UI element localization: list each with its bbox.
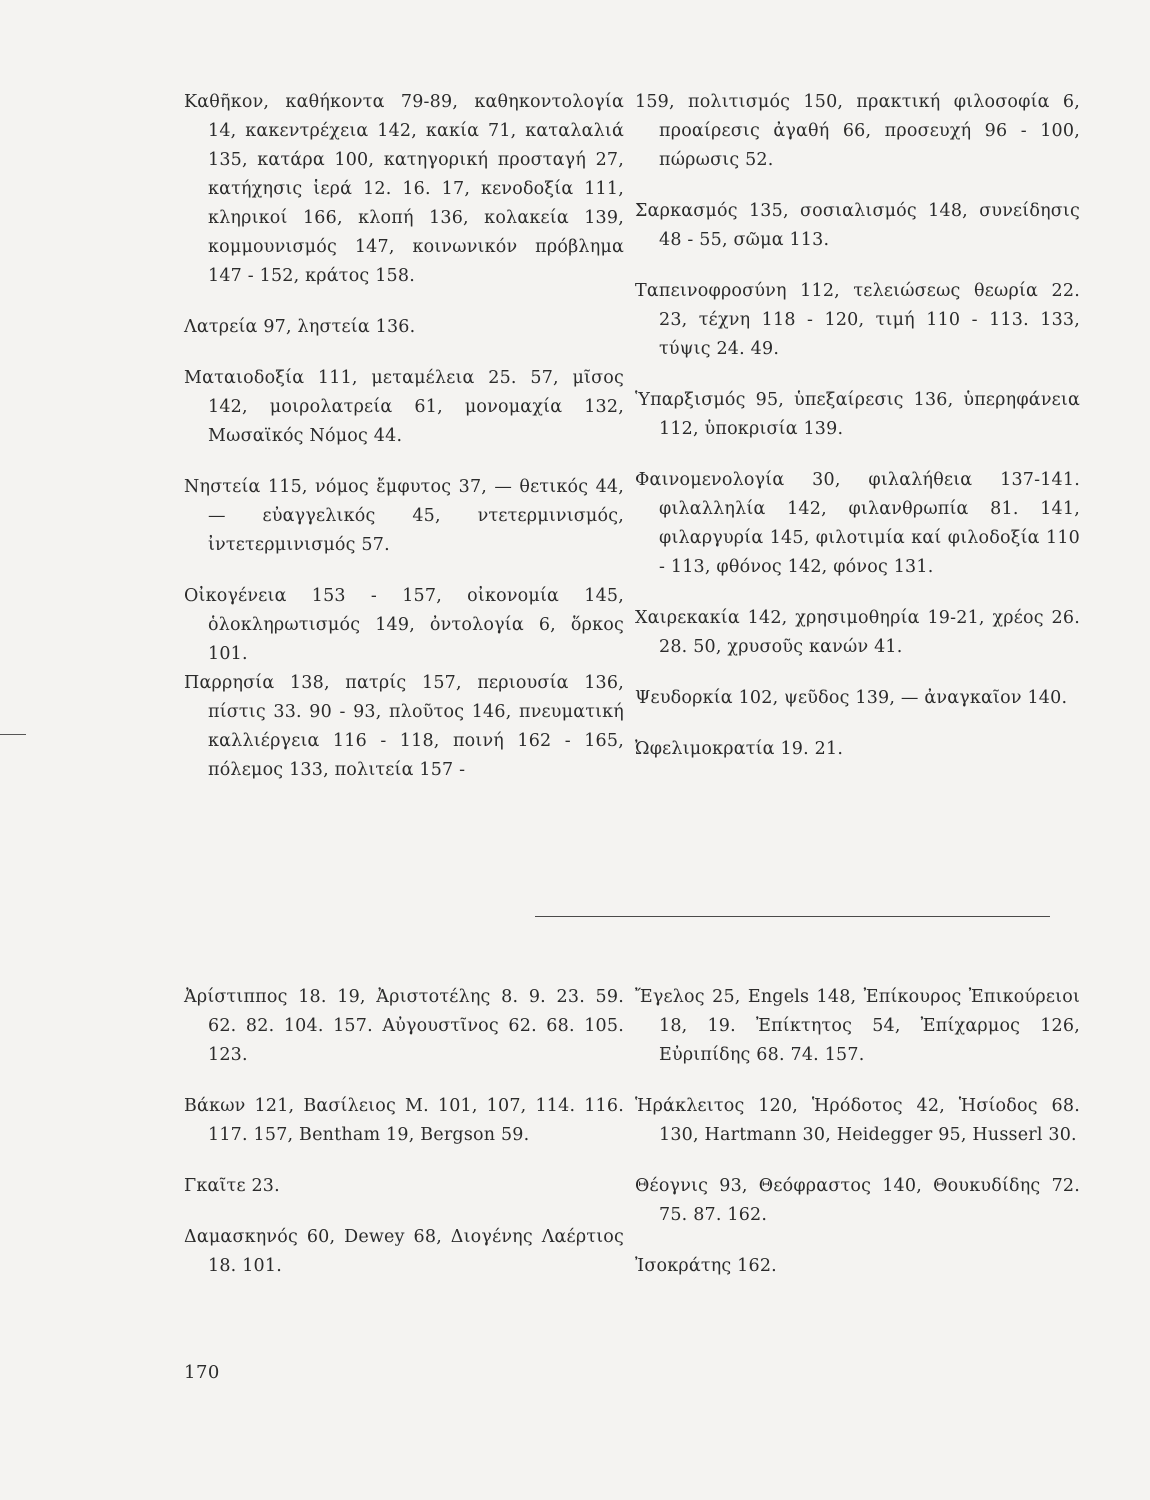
index-entry-tau: Ταπεινοφροσύνη 112, τελειώσεως θεωρία 22. 23, τέχνη 118 - 120, τιμή 110 - 113. 133, τύψις 24. 49. bbox=[635, 281, 1080, 359]
name-entry-theta: Θέογνις 93, Θεόφραστος 140, Θουκυδίδης 72. 75. 87. 162. bbox=[635, 1176, 1080, 1225]
margin-mark bbox=[0, 734, 26, 735]
name-entry-beta: Βάκων 121, Βασίλειος Μ. 101, 107, 114. 116. 117. 157, Bentham 19, Bergson 59. bbox=[184, 1096, 624, 1145]
name-entry-iota: Ἰσοκράτης 162. bbox=[635, 1256, 777, 1276]
name-entry-alpha: Ἀρίστιππος 18. 19, Ἀριστοτέλης 8. 9. 23. 59. 62. 82. 104. 157. Αὐγουστῖνος 62. 68. 105. 123. bbox=[184, 987, 624, 1065]
index-entry-phi: Φαινομενολογία 30, φιλαλήθεια 137-141. φιλαλληλία 142, φιλανθρωπία 81. 141, φιλαργυρία 145, φιλοτιμία καί φιλοδοξία 110 - 113, φθόνος 142, φόνος 131. bbox=[635, 470, 1080, 577]
name-entry-epsilon: Ἔγελος 25, Engels 148, Ἐπίκουρος Ἐπικούρειοι 18, 19. Ἐπίκτητος 54, Ἐπίχαρμος 126, Εὐριπίδης 68. 74. 157. bbox=[635, 987, 1080, 1065]
index-entry-chi: Χαιρεκακία 142, χρησιμοθηρία 19-21, χρέος 26. 28. 50, χρυσοῦς κανών 41. bbox=[635, 608, 1080, 657]
name-index-left-column bbox=[184, 983, 624, 1303]
index-entry-lambda: Λατρεία 97, ληστεία 136. bbox=[184, 317, 416, 337]
index-entry-psi: Ψευδορκία 102, ψεῦδος 139, — ἀναγκαῖον 140. bbox=[635, 688, 1068, 708]
section-divider bbox=[535, 916, 1050, 917]
subject-index-left-column bbox=[184, 88, 624, 807]
index-entry-pi-continued: 159, πολιτισμός 150, πρακτική φιλοσοφία 6, προαίρεσις ἀγαθή 66, προσευχή 96 - 100, πώρωσις 52. bbox=[635, 92, 1080, 170]
name-entry-eta: Ἡράκλειτος 120, Ἡρόδοτος 42, Ἡσίοδος 68. 130, Hartmann 30, Heidegger 95, Husserl 30. bbox=[635, 1096, 1080, 1145]
name-index-right-column bbox=[635, 983, 1080, 1303]
index-entry-omicron: Οἰκογένεια 153 - 157, οἰκονομία 145, ὁλοκληρωτισμός 149, ὀντολογία 6, ὅρκος 101. bbox=[184, 586, 624, 664]
name-entry-gamma: Γκαῖτε 23. bbox=[184, 1176, 280, 1196]
name-entry-delta: Δαμασκηνός 60, Dewey 68, Διογένης Λαέρτιος 18. 101. bbox=[184, 1227, 624, 1276]
subject-index-right-column bbox=[635, 88, 1080, 786]
index-entry-mu: Ματαιοδοξία 111, μεταμέλεια 25. 57, μῖσος 142, μοιρολατρεία 61, μονομαχία 132, Μωσαϊκός Νόμος 44. bbox=[184, 368, 624, 446]
index-entry-omega: Ὠφελιμοκρατία 19. 21. bbox=[635, 739, 844, 759]
index-entry-nu: Νηστεία 115, νόμος ἔμφυτος 37, — θετικός 44, — εὐαγγελικός 45, ντετερμινισμός, ἰντετερμινισμός 57. bbox=[184, 477, 624, 555]
index-entry-kappa: Καθῆκον, καθήκοντα 79-89, καθηκοντολογία 14, κακεντρέχεια 142, κακία 71, καταλαλιά 135, κατάρα 100, κατηγορική προσταγή 27, κατήχησις ἱερά 12. 16. 17, κενοδοξία 111, κληρικοί 166, κλοπή 136, κολακεία 139, κομμουνισμός 147, κοινωνικόν πρόβλημα 147 - 152, κράτος 158. bbox=[184, 92, 624, 286]
index-entry-pi: Παρρησία 138, πατρίς 157, περιουσία 136, πίστις 33. 90 - 93, πλοῦτος 146, πνευματική καλλιέργεια 116 - 118, ποινή 162 - 165, πόλεμος 133, πολιτεία 157 - bbox=[184, 673, 624, 780]
index-entry-sigma: Σαρκασμός 135, σοσιαλισμός 148, συνείδησις 48 - 55, σῶμα 113. bbox=[635, 201, 1080, 250]
index-entry-upsilon: Ὑπαρξισμός 95, ὑπεξαίρεσις 136, ὑπερηφάνεια 112, ὑποκρισία 139. bbox=[635, 390, 1080, 439]
page-number: 170 bbox=[184, 1362, 220, 1383]
